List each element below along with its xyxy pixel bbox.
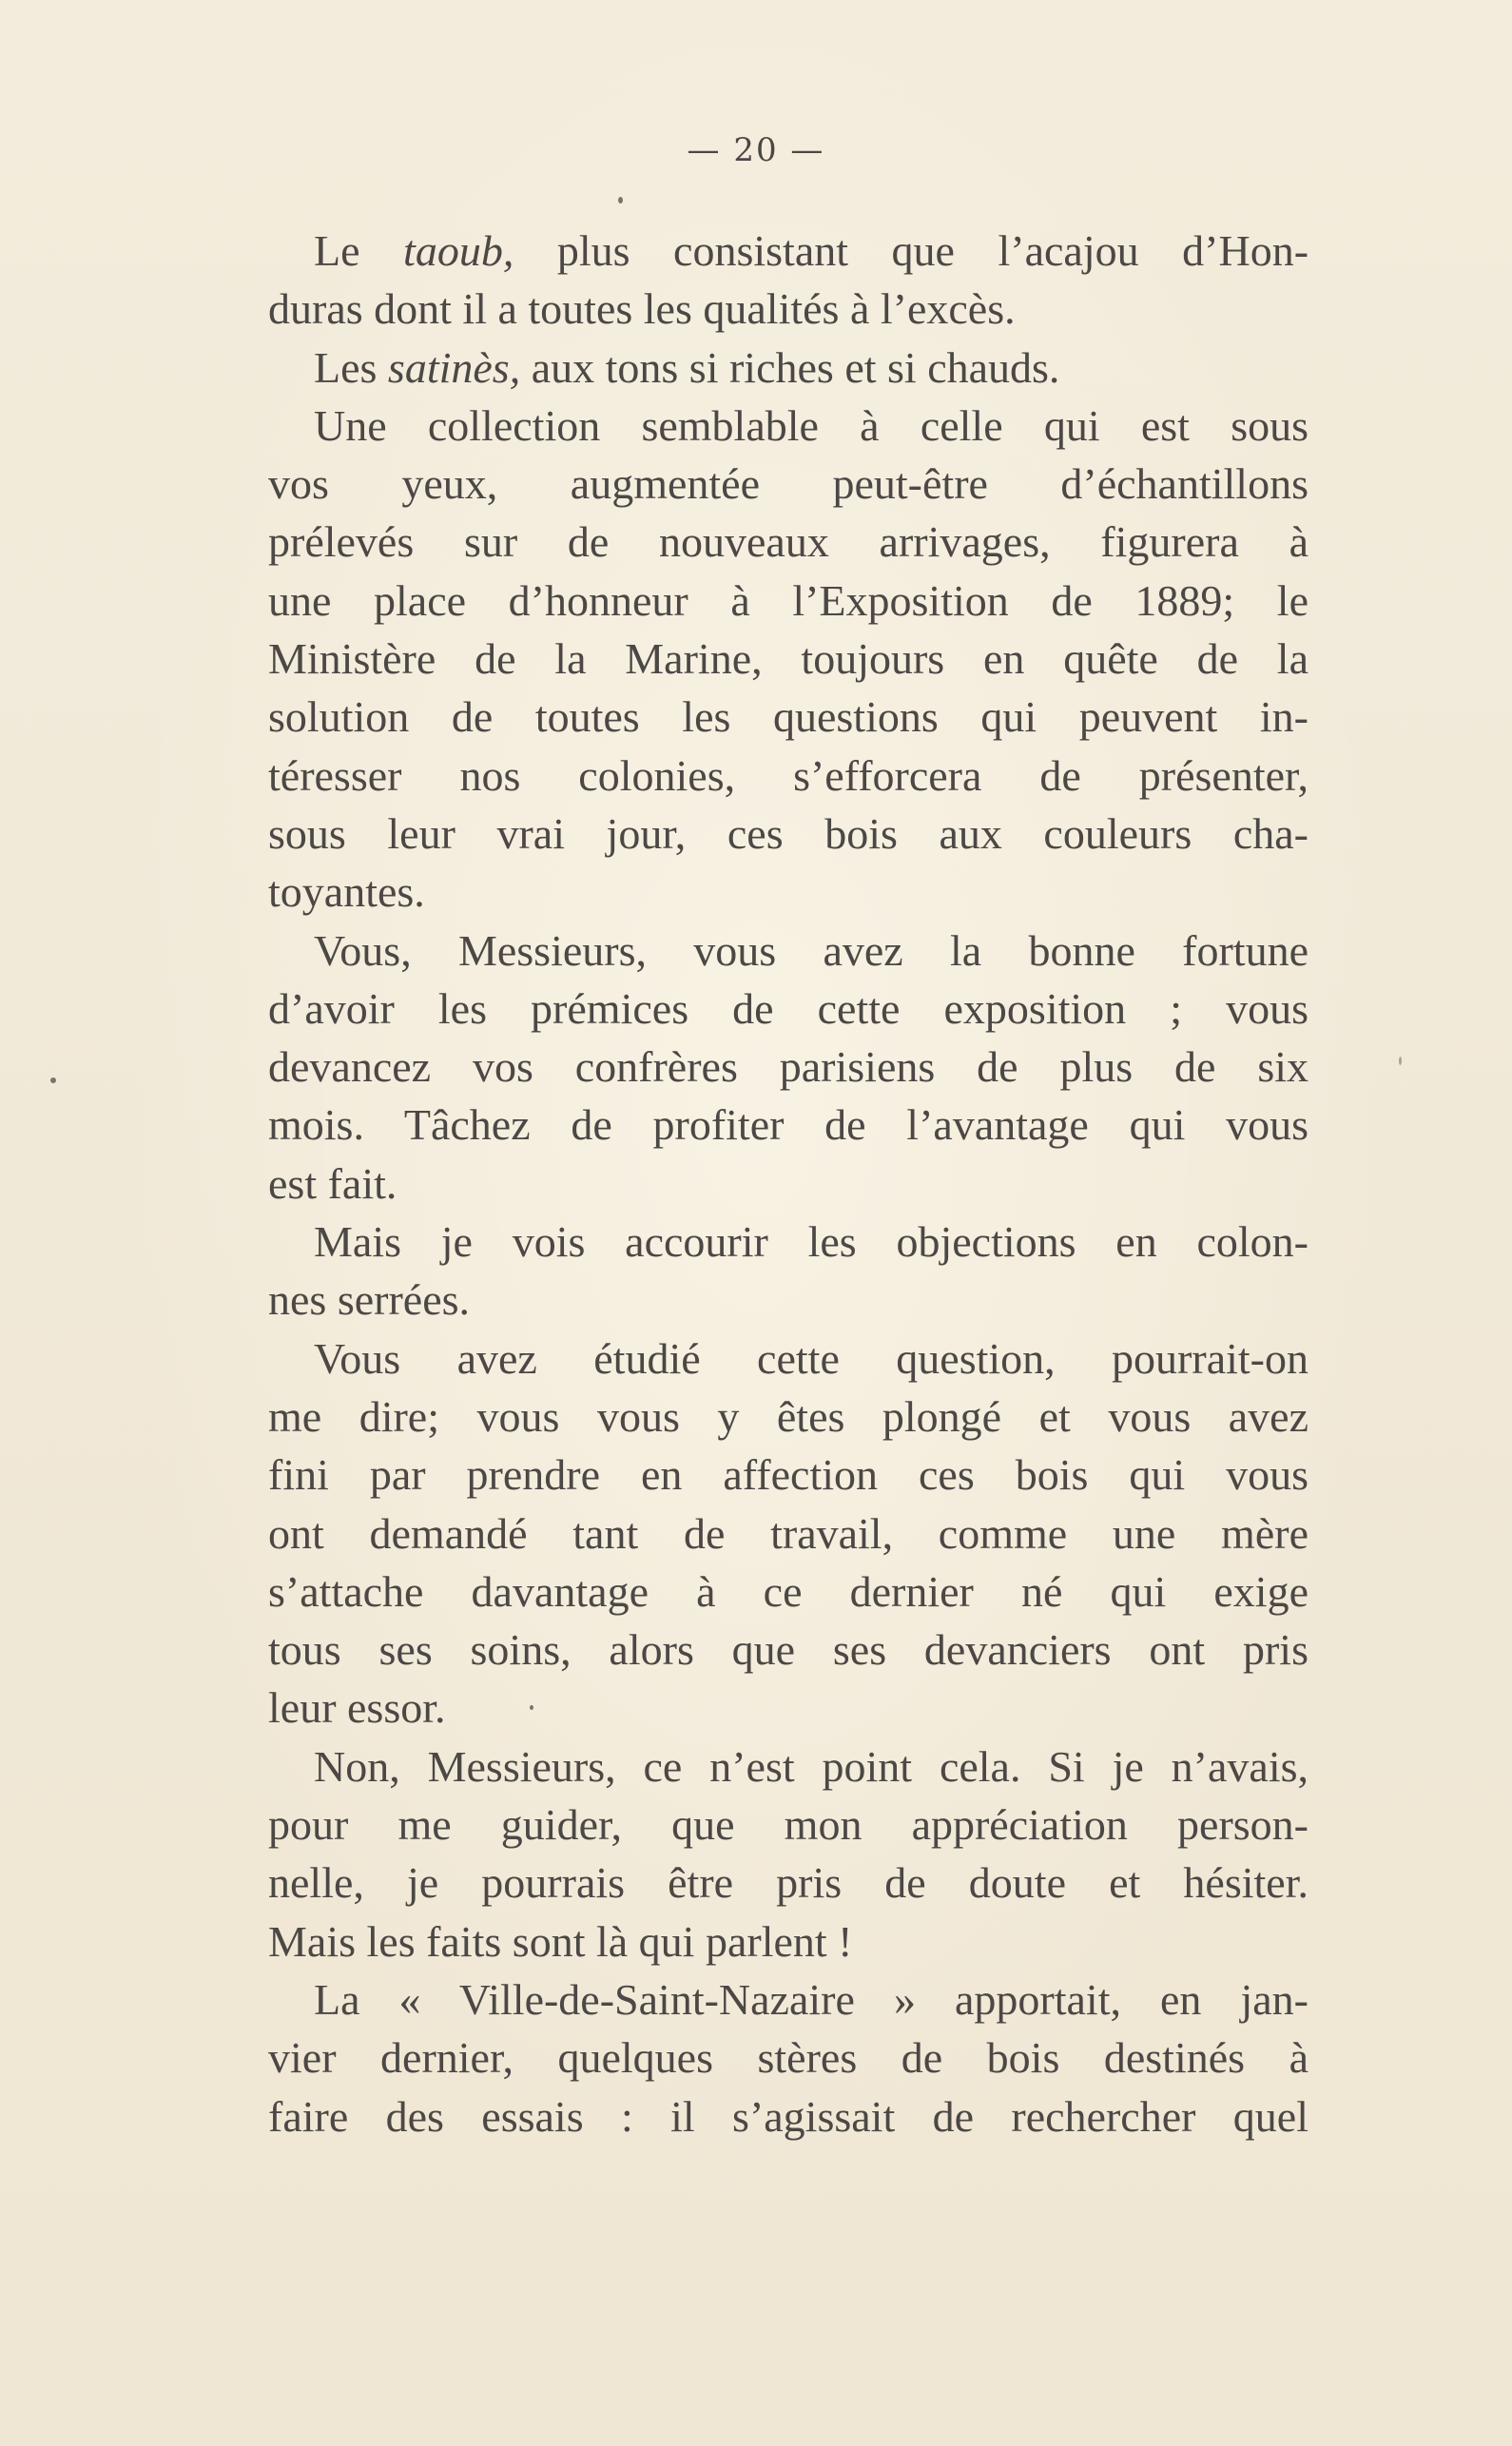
text-line — [268, 280, 1308, 338]
text-run: d’avoir les prémices de cette exposition ; vous — [268, 983, 1308, 1033]
text-run: plus consistant que l’acajou d’Hon- — [514, 226, 1308, 275]
text-run: est fait. — [268, 1158, 397, 1208]
text-run: La « Ville-de-Saint-Nazaire » apportait, en jan- — [314, 1974, 1308, 2024]
text-run: duras dont il a toutes les qualités à l’excès. — [268, 284, 1016, 334]
text-line — [268, 1504, 1308, 1563]
text-run: Ministère de la Marine, toujours en quête de la — [268, 634, 1308, 684]
text-line — [268, 805, 1308, 863]
text-line — [268, 1854, 1308, 1912]
print-speck — [530, 1705, 533, 1710]
body-text — [268, 222, 1308, 2145]
text-line — [268, 1096, 1308, 1154]
text-line — [268, 1912, 1308, 1970]
text-run: mois. Tâchez de profiter de l’avantage qui vous — [268, 1100, 1308, 1150]
text-line — [268, 1679, 1308, 1737]
text-line — [268, 339, 1308, 397]
text-line — [268, 1213, 1308, 1271]
text-run: Vous avez étudié cette question, pourrait-on — [314, 1333, 1308, 1383]
text-run: Le — [314, 226, 404, 275]
text-line — [268, 1038, 1308, 1096]
text-run: ont demandé tant de travail, comme une mère — [268, 1508, 1308, 1558]
text-run: Mais je vois accourir les objections en colon- — [314, 1217, 1308, 1267]
italic-term: taoub, — [403, 226, 514, 275]
text-run: prélevés sur de nouveaux arrivages, figurera à — [268, 517, 1308, 567]
text-line — [268, 747, 1308, 805]
text-line — [268, 1621, 1308, 1679]
text-run: Mais les faits sont là qui parlent ! — [268, 1916, 853, 1966]
text-line — [268, 1271, 1308, 1329]
text-run: nelle, je pourrais être pris de doute et hésiter. — [268, 1858, 1308, 1908]
text-run: fini par prendre en affection ces bois qui vous — [268, 1450, 1308, 1500]
text-line — [268, 455, 1308, 513]
text-run: me dire; vous vous y êtes plongé et vous avez — [268, 1391, 1308, 1441]
text-line — [268, 863, 1308, 921]
text-line — [268, 630, 1308, 688]
text-line — [268, 572, 1308, 630]
text-line — [268, 1330, 1308, 1388]
text-run: devancez vos confrères parisiens de plus de six — [268, 1042, 1308, 1092]
text-line — [268, 1737, 1308, 1796]
text-run: s’attache davantage à ce dernier né qui exige — [268, 1566, 1308, 1616]
italic-term: satinès, — [387, 342, 521, 392]
text-run: solution de toutes les questions qui peuvent in- — [268, 692, 1308, 742]
print-speck — [50, 1077, 56, 1083]
text-run: sous leur vrai jour, ces bois aux couleurs cha- — [268, 808, 1308, 858]
text-line — [268, 1796, 1308, 1854]
print-speck — [618, 197, 623, 204]
text-line — [268, 513, 1308, 571]
text-line — [268, 222, 1308, 280]
text-run: pour me guider, que mon appréciation person- — [268, 1800, 1308, 1850]
text-run: faire des essais : il s’agissait de rechercher quel — [268, 2091, 1308, 2141]
text-run: Une collection semblable à celle qui est sous — [314, 400, 1308, 450]
text-run: Les — [314, 342, 388, 392]
text-line — [268, 397, 1308, 455]
print-speck — [1399, 1057, 1402, 1065]
text-line — [268, 2087, 1308, 2145]
text-run: toyantes. — [268, 867, 425, 917]
text-run: aux tons si riches et si chauds. — [520, 342, 1060, 392]
text-line — [268, 1970, 1308, 2029]
text-line — [268, 922, 1308, 980]
text-line — [268, 980, 1308, 1038]
text-run: une place d’honneur à l’Exposition de 1889; le — [268, 575, 1308, 625]
text-run: Vous, Messieurs, vous avez la bonne fortune — [314, 925, 1308, 975]
text-run: vier dernier, quelques stères de bois destinés à — [268, 2033, 1308, 2083]
text-line — [268, 1155, 1308, 1213]
text-run: nes serrées. — [268, 1275, 471, 1325]
text-line — [268, 1388, 1308, 1446]
text-run: vos yeux, augmentée peut-être d’échantillons — [268, 459, 1308, 509]
text-line — [268, 2029, 1308, 2087]
text-run: téresser nos colonies, s’efforcera de présenter, — [268, 750, 1308, 800]
text-line — [268, 1563, 1308, 1621]
text-run: Non, Messieurs, ce n’est point cela. Si je n’avais, — [314, 1741, 1308, 1791]
text-run: tous ses soins, alors que ses devanciers ont pris — [268, 1625, 1308, 1675]
text-line — [268, 688, 1308, 746]
page-number: — 20 — — [687, 131, 825, 169]
text-run: leur essor. — [268, 1683, 446, 1733]
text-line — [268, 1446, 1308, 1504]
